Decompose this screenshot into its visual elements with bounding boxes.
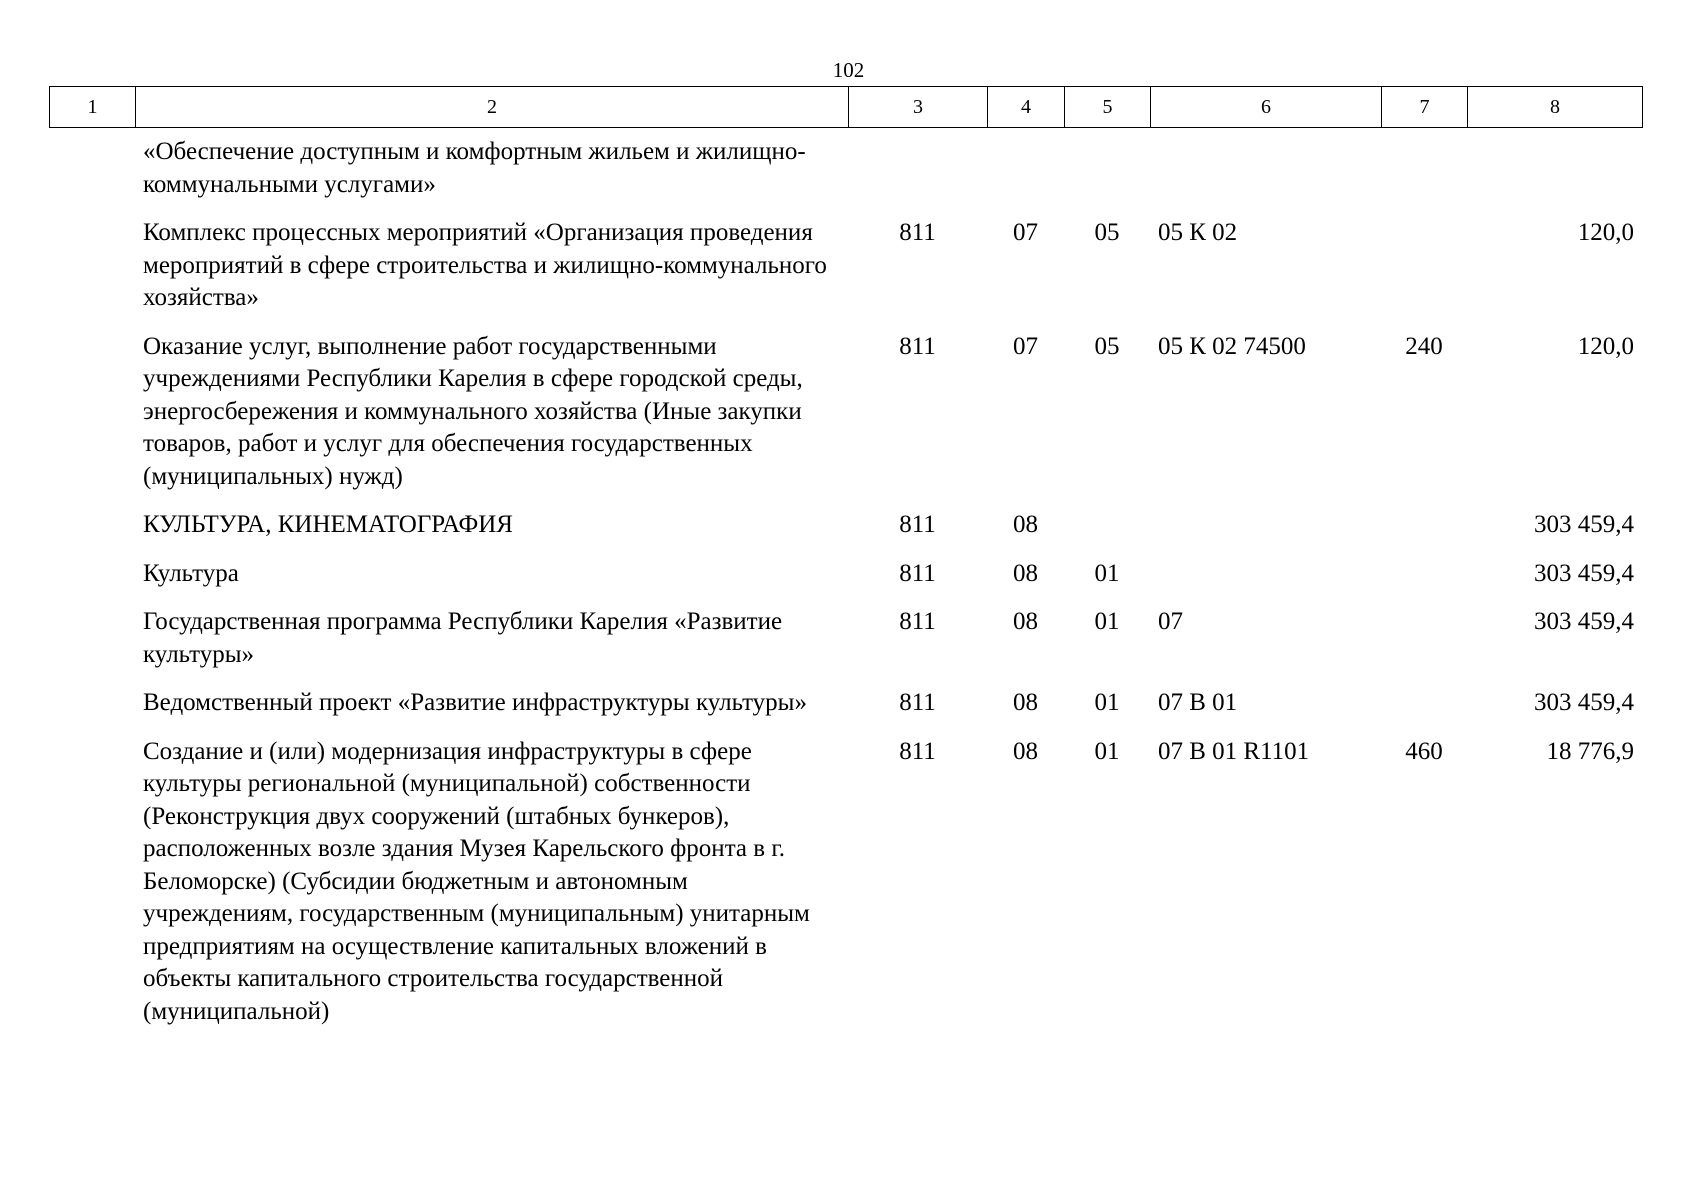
row-name: Государственная программа Республики Карелия «Развитие культуры» xyxy=(143,608,783,668)
column-header-row xyxy=(50,87,1643,128)
row-c7 xyxy=(1381,687,1467,736)
table-row xyxy=(49,136,1642,217)
row-c4: 08 xyxy=(1013,559,1038,587)
table-row xyxy=(49,606,1642,687)
row-c4: 08 xyxy=(1013,608,1038,635)
column-header-6: 6 xyxy=(1151,87,1382,128)
row-c4: 07 xyxy=(1013,332,1038,360)
row-c5: 01 xyxy=(1094,608,1120,635)
row-c4: 08 xyxy=(1013,689,1038,716)
row-c8: 303 459,4 xyxy=(1534,559,1634,587)
row-c7 xyxy=(1381,217,1467,331)
row-c6: 07 xyxy=(1158,608,1183,635)
table-row xyxy=(49,509,1642,558)
table-row xyxy=(49,331,1642,510)
row-c7 xyxy=(1381,606,1467,687)
row-c8: 303 459,4 xyxy=(1534,689,1634,716)
row-c8: 120,0 xyxy=(1577,332,1634,360)
budget-table xyxy=(49,136,1642,1044)
column-header-2: 2 xyxy=(136,87,849,128)
page-number: 102 xyxy=(832,58,865,82)
column-header-7: 7 xyxy=(1382,87,1468,128)
row-c8: 120,0 xyxy=(1577,219,1634,246)
row-name: Создание и (или) модернизация инфраструктуры в сфере культуры региональной (муниципальной) собственности (Реконструкция двух сооружений (штабных бункеров), расположенных возле здания Музея Карельского фронта в г. Беломорске) (Субсидии бюджетным и автономным учреждениям, государственным (муниципальным) унитарным предприятиям на осуществление капитальных вложений в объекты капитального строительства государственной (муниципальной) xyxy=(143,737,810,1025)
row-c5: 05 xyxy=(1094,332,1120,360)
row-c3: 811 xyxy=(899,332,936,360)
row-c5: 01 xyxy=(1094,559,1120,587)
column-header-4: 4 xyxy=(988,87,1065,128)
row-c7 xyxy=(1381,558,1467,607)
row-c7: 460 xyxy=(1405,737,1443,765)
row-c8: 303 459,4 xyxy=(1534,608,1634,635)
row-name: Культура xyxy=(143,559,239,587)
row-c5: 01 xyxy=(1094,689,1120,716)
row-c6: 05 К 02 xyxy=(1158,219,1238,246)
row-c3: 811 xyxy=(899,608,936,635)
row-c4: 08 xyxy=(1013,511,1038,538)
table-row xyxy=(49,736,1642,1045)
column-header-8: 8 xyxy=(1468,87,1643,128)
row-name: Оказание услуг, выполнение работ государственными учреждениями Республики Карелия в сфере городской среды, энергосбережения и коммунального хозяйства (Иные закупки товаров, работ и услуг для обеспечения государственных (муниципальных) нужд) xyxy=(143,332,803,490)
row-c6: 07 В 01 R1101 xyxy=(1158,737,1310,765)
row-c7 xyxy=(1381,509,1467,558)
row-c3: 811 xyxy=(899,511,936,538)
row-c5: 05 xyxy=(1094,219,1120,246)
column-header-1: 1 xyxy=(50,87,136,128)
column-header-table xyxy=(49,86,1643,128)
row-c5 xyxy=(1064,136,1150,217)
row-c3 xyxy=(848,136,987,217)
row-c6 xyxy=(1150,136,1381,217)
column-header-3: 3 xyxy=(849,87,988,128)
table-row xyxy=(49,217,1642,331)
row-c6 xyxy=(1150,558,1381,607)
row-c5 xyxy=(1064,509,1150,558)
row-c6 xyxy=(1150,509,1381,558)
row-c3: 811 xyxy=(899,219,936,246)
row-c4: 08 xyxy=(1013,737,1038,765)
row-c3: 811 xyxy=(899,737,936,765)
row-c6: 05 К 02 74500 xyxy=(1158,332,1306,360)
row-c3: 811 xyxy=(899,689,936,716)
row-name: КУЛЬТУРА, КИНЕМАТОГРАФИЯ xyxy=(143,511,513,538)
row-c6: 07 В 01 xyxy=(1158,689,1238,716)
row-c8: 303 459,4 xyxy=(1534,511,1634,538)
row-c5: 01 xyxy=(1094,737,1120,765)
row-c4 xyxy=(987,136,1064,217)
row-c7: 240 xyxy=(1405,332,1443,360)
row-c7 xyxy=(1381,136,1467,217)
table-row xyxy=(49,687,1642,736)
row-c8: 18 776,9 xyxy=(1546,737,1634,765)
row-c3: 811 xyxy=(899,559,936,587)
row-name: Комплекс процессных мероприятий «Организация проведения мероприятий в сфере строительства и жилищно-коммунального хозяйства» xyxy=(143,219,827,311)
row-name: Ведомственный проект «Развитие инфраструктуры культуры» xyxy=(143,689,807,716)
row-c8 xyxy=(1467,136,1642,217)
column-header-5: 5 xyxy=(1065,87,1151,128)
row-name: «Обеспечение доступным и комфортным жильем и жилищно-коммунальными услугами» xyxy=(143,138,806,198)
table-row xyxy=(49,558,1642,607)
row-c4: 07 xyxy=(1013,219,1038,246)
